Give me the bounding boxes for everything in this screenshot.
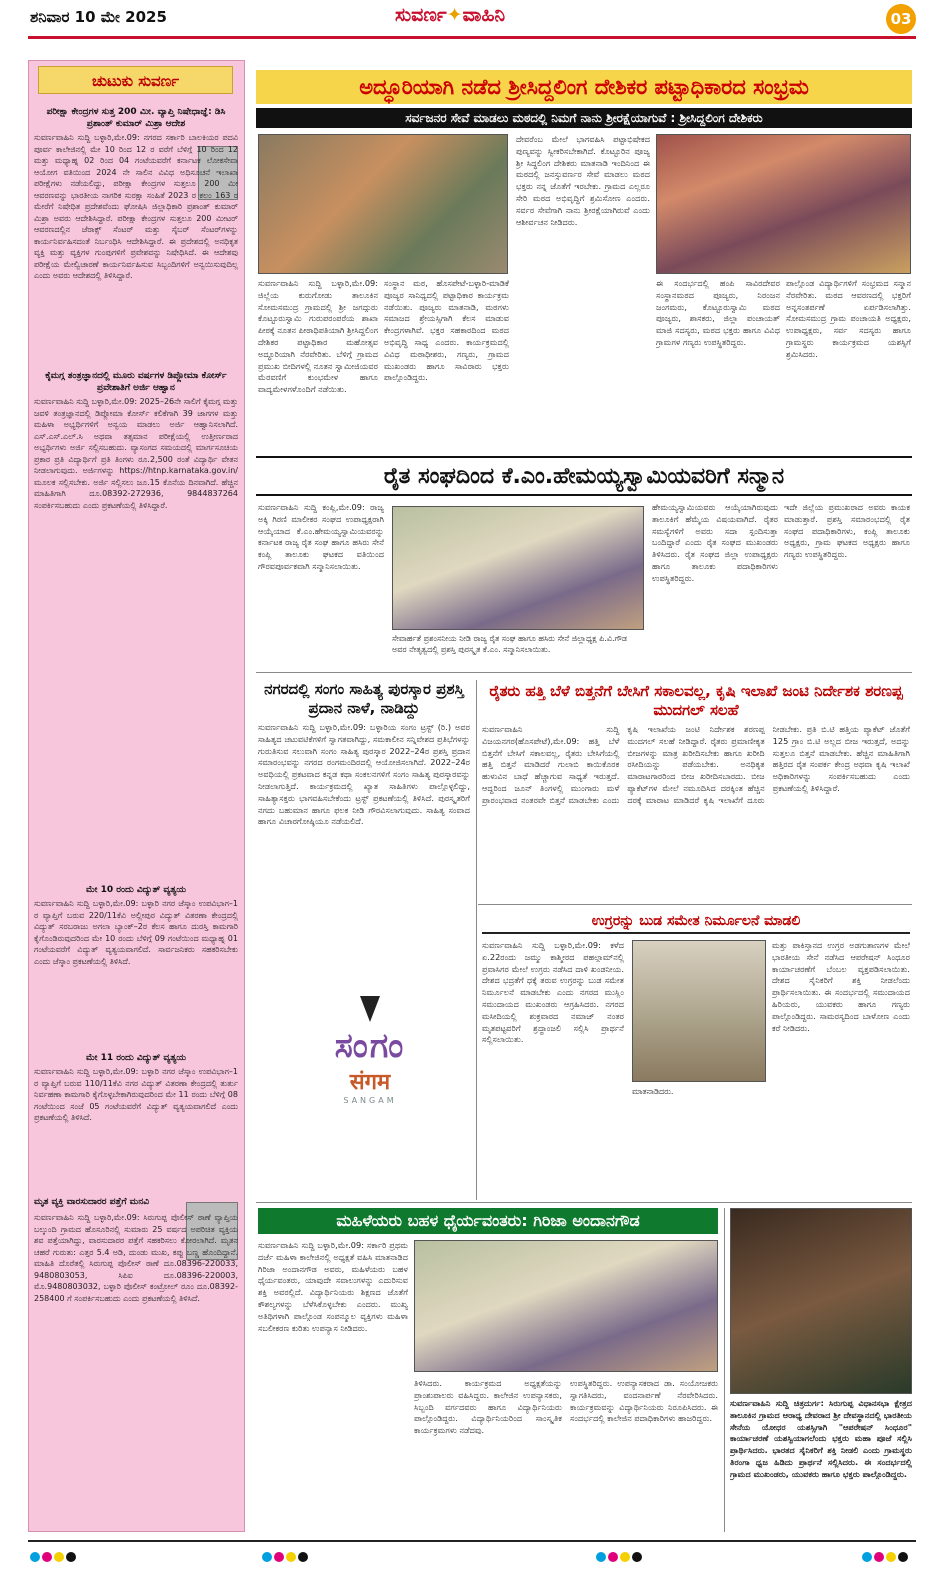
women-col-2: ತಿಳಿಸಿದರು. ಕಾರ್ಯಕ್ರಮದ ಅಧ್ಯಕ್ಷತೆಯನ್ನು ಪ್ರಾಂಶುಪಾಲರು ವಹಿಸಿದ್ದರು. ಕಾಲೇಜಿನ ಉಪನ್ಯಾಸಕರು, ಸಿಬ್ಬಂದಿ ವರ್ಗದವರು ಹಾಗೂ ವಿದ್ಯಾರ್ಥಿನಿಯರು ಪಾಲ್ಗೊಂಡಿದ್ದರು. ವಿದ್ಯಾರ್ಥಿನಿಯರಿಂದ ಸಾಂಸ್ಕೃತಿಕ ಕಾರ್ಯಕ್ರಮಗಳು ನಡೆದವು. <box>414 1378 562 1436</box>
sangam-headline: ನಗರದಲ್ಲಿ ಸಂಗಂ ಸಾಹಿತ್ಯ ಪುರಸ್ಕಾರ ಪ್ರಶಸ್ತಿ ಪ್ರದಾನ ನಾಳೆ, ನಾಡಿದ್ದು <box>264 680 464 717</box>
top-story-col-3: ದೇವರೆಂಬ ಮೇಲೆ ಭಾಗವಹಿಸಿ ಪಟ್ಟಾಭಿಷೇಕದ ಪುಣ್ಯವನ್ನು ಸ್ವೀಕರಿಸಬೇಕಾಗಿದೆ. ಕೊಟ್ಟೂರಿನ ಪೂಜ್ಯ ಶ್ರೀ ಸಿದ್ಧಲಿಂಗ ದೇಶಿಕರು ಮಾತನಾಡಿ ಇಂದಿನಿಂದ ಈ ಮಠದಲ್ಲಿ ಜನಸ್ಸುವರ್ಣರ ಸೇವೆ ಮಾಡಲು ಮಠದ ಭಕ್ತರು ನನ್ನ ಜೊತೆಗೆ ಇರಬೇಕು. ಗ್ರಾಮದ ಎಲ್ಲರೂ ಸೇರಿ ಮಠದ ಅಭಿವೃದ್ಧಿಗೆ ಶ್ರಮಿಸೋಣ ಎಂದರು. ಸರ್ವರ ಸೇವೆಗಾಗಿ ನಾನು ಶ್ರೀರಕ್ಷೆಯಾಗಿರುವೆ ಎಂದು ಆಶೀರ್ವಚನ ನೀಡಿದರು. <box>516 134 650 227</box>
logo-star-icon: ✦ <box>446 4 463 26</box>
brief-3-headline: ಮೇ 10 ರಂದು ವಿದ್ಯುತ್ ವ್ಯತ್ಯಯ <box>85 885 187 895</box>
sangam-body: ಸುವರ್ಣವಾಹಿನಿ ಸುದ್ದಿ ಬಳ್ಳಾರಿ,ಮೇ.09: ಬಳ್ಳಾರಿಯ ಸಂಗಂ ಟ್ರಸ್ಟ್ (ರಿ.) ಅವರ ಸಾಹಿತ್ಯದ ಚಟುವಟಿಕೆಗಳಿಗೆ ಸ್ವಾಗತವಾಗಿದ್ದು, ಸಮಕಾಲೀನ ಸನ್ನಿವೇಶದ ಪ್ರತಿಭೆಗಳನ್ನು ಗುರುತಿಸುವ ಸಲುವಾಗಿ ಸಂಗಂ ಸಾಹಿತ್ಯ ಪುರಸ್ಕಾರ 2022–24ರ ಪ್ರಶಸ್ತಿ ಪ್ರದಾನ ಸಮಾರಂಭವನ್ನು ನಗರದ ರಂಗಮಂದಿರದಲ್ಲಿ ಆಯೋಜಿಸಲಾಗಿದೆ. 2022–24ರ ಅವಧಿಯಲ್ಲಿ ಪ್ರಕಟವಾದ ಕನ್ನಡ ಕಥಾ ಸಂಕಲನಗಳಿಗೆ ಸಂಗಂ ಸಾಹಿತ್ಯ ಪುರಸ್ಕಾರವನ್ನು ನೀಡಲಾಗುತ್ತಿದೆ. ಕಾರ್ಯಕ್ರಮದಲ್ಲಿ ಖ್ಯಾತ ಸಾಹಿತಿಗಳು ಪಾಲ್ಗೊಳ್ಳಲಿದ್ದು, ಸಾಹಿತ್ಯಾಸಕ್ತರು ಭಾಗವಹಿಸಬೇಕೆಂದು ಟ್ರಸ್ಟ್ ಪ್ರಕಟಣೆಯಲ್ಲಿ ತಿಳಿಸಿದೆ. ಪುರಸ್ಕೃತರಿಗೆ ನಗದು ಬಹುಮಾನ ಹಾಗೂ ಫಲಕ ನೀಡಿ ಗೌರವಿಸಲಾಗುವುದು. ಸಾಹಿತ್ಯ ಸಂವಾದ ಹಾಗೂ ವಿಚಾರಗೋಷ್ಠಿಯೂ ನಡೆಯಲಿದೆ. <box>258 722 470 827</box>
felicitation-col-3: ಇದೇ ಜಿಲ್ಲೆಯ ಪ್ರಮುಖರಾದ ಅವರು ಕಾಯಕ ಮಾಡುತ್ತಾರೆ. ಪ್ರಶಸ್ತಿ ಸಮಾರಂಭದಲ್ಲಿ ರೈತ ಸಂಘದ ಪದಾಧಿಕಾರಿಗಳು, ಕಂಪ್ಲಿ ತಾಲೂಕು ಅಧ್ಯಕ್ಷರು, ಗ್ರಾಮ ಘಟಕದ ಅಧ್ಯಕ್ಷರು ಹಾಗೂ ಗಣ್ಯರು ಉಪಸ್ಥಿತರಿದ್ದರು. <box>784 502 910 560</box>
brief-4-body: ಸುವರ್ಣವಾಹಿನಿ ಸುದ್ದಿ ಬಳ್ಳಾರಿ,ಮೇ.09: ಬಳ್ಳಾರಿ ನಗರ ಜೆಸ್ಕಾಂ ಉಪವಿಭಾಗ–1 ರ ವ್ಯಾಪ್ತಿಗೆ ಬರುವ 110/11ಕೆವಿ ನಗರ ವಿದ್ಯುತ್ ವಿತರಣಾ ಕೇಂದ್ರದಲ್ಲಿ ತುರ್ತು ನಿರ್ವಹಣಾ ಕಾಮಗಾರಿ ಕೈಗೊಳ್ಳಬೇಕಾಗಿರುವುದರಿಂದ ಮೇ 11 ರಂದು ಬೆಳಿಗ್ಗೆ 08 ಗಂಟೆಯಿಂದ ಸಂಜೆ 05 ಗಂಟೆಯವರೆಗೆ ವಿದ್ಯುತ್ ವ್ಯತ್ಯಯವಾಗಲಿದೆ ಎಂದು ಪ್ರಕಟಣೆಯಲ್ಲಿ ತಿಳಿಸಿದೆ. <box>34 1067 238 1122</box>
sangam-logo <box>290 996 450 1120</box>
footer-rule <box>28 1540 916 1542</box>
women-headline: ಮಹಿಳೆಯರು ಬಹಳ ಧೈರ್ಯವಂತರು: ಗಿರಿಜಾ ಅಂದಾನಗೌಡ <box>258 1208 718 1234</box>
terror-headline: ಉಗ್ರರನ್ನು ಬುಡ ಸಮೇತ ನಿರ್ಮೂಲನೆ ಮಾಡಲಿ <box>482 910 910 934</box>
brief-2-body: ಸುವರ್ಣವಾಹಿನಿ ಸುದ್ದಿ ಬಳ್ಳಾರಿ,ಮೇ.09: 2025–26ನೇ ಸಾಲಿಗೆ ಕೈಮಗ್ಗ ಮತ್ತು ಜವಳಿ ತಂತ್ರಜ್ಞಾನದಲ್ಲಿ ಡಿಪ್ಲೋಮಾ ಕೋರ್ಸ್ ಕಲಿಕೆಗಾಗಿ 39 ಜಾಗಗಳ ಮತ್ತು ಮಹಿಳಾ ಅಭ್ಯರ್ಥಿಗಳಿಗೆ ಅನ್ವಯ ಮಾಡಲು ಅರ್ಜಿ ಆಹ್ವಾನಿಸಲಾಗಿದೆ. ಎಸ್.ಎಸ್.ಎಲ್.ಸಿ ಅಥವಾ ತತ್ಸಮಾನ ಪರೀಕ್ಷೆಯಲ್ಲಿ ಉತ್ತೀರ್ಣರಾದ ಅಭ್ಯರ್ಥಿಗಳು ಅರ್ಜಿ ಸಲ್ಲಿಸಬಹುದು. ವ್ಯಾಸಂಗದ ಸಮಯದಲ್ಲಿ ಮಾರ್ಗಸೂಚಿಯ ಪ್ರಕಾರ ಪ್ರತಿ ವಿದ್ಯಾರ್ಥಿಗೆ ಪ್ರತಿ ತಿಂಗಳು ರೂ.2,500 ರಂತೆ ವಿದ್ಯಾರ್ಥಿ ವೇತನ ನೀಡಲಾಗುವುದು. ಅರ್ಜಿಗಳನ್ನು https://htnp.karnataka.gov.in/ ಮೂಲಕ ಸಲ್ಲಿಸಬೇಕು. ಅರ್ಜಿ ಸಲ್ಲಿಸಲು ಜೂ.15 ಕೊನೆಯ ದಿನವಾಗಿದೆ. ಹೆಚ್ಚಿನ ಮಾಹಿತಿಗಾಗಿ ದೂ.08392-272936, 9844837264 ಸಂಪರ್ಕಿಸಬಹುದು ಎಂದು ಪ್ರಕಟಣೆಯಲ್ಲಿ ತಿಳಿಸಿದ್ದಾರೆ. <box>34 397 238 510</box>
sidebar-title: ಚುಟುಕು ಸುವರ್ಣ <box>38 66 233 94</box>
page-number-badge: 03 <box>886 4 916 34</box>
divider <box>478 904 912 905</box>
top-story-col-4: ಈ ಸಂದರ್ಭದಲ್ಲಿ ಹಂಪಿ ಸಾವಿರದೇವರ ಸಂಸ್ಥಾನಮಠದ ಪೂಜ್ಯರು, ನಿರಂಜನ ಜಂಗಮರು, ಕೊಟ್ಟೂರುಸ್ವಾಮಿ ಮಠದ ಪೂಜ್ಯರು, ಶಾಸಕರು, ಜಿಲ್ಲಾ ಪಂಚಾಯತ್ ಮಾಜಿ ಸದಸ್ಯರು, ಮಠದ ಭಕ್ತರು ಹಾಗೂ ವಿವಿಧ ಗ್ರಾಮಗಳ ಗಣ್ಯರು ಉಪಸ್ಥಿತರಿದ್ದರು. <box>656 278 780 347</box>
brief-4-headline: ಮೇ 11 ರಂದು ವಿದ್ಯುತ್ ವ್ಯತ್ಯಯ <box>85 1053 187 1063</box>
top-story-col-1: ಸುವರ್ಣವಾಹಿನಿ ಸುದ್ದಿ ಬಳ್ಳಾರಿ,ಮೇ.09: ಜಿಲ್ಲೆಯ ಕುರುಗೋಡು ತಾಲೂಕಿನ ಸೋಮಸಮುದ್ರ ಗ್ರಾಮದಲ್ಲಿ ಶ್ರೀ ಜಗದ್ಗುರು ಕೊಟ್ಟೂರುಸ್ವಾಮಿ ಗುರುಪರಂಪರೆಯ ಶಾಖಾ ಪೀಠಕ್ಕೆ ನೂತನ ಪೀಠಾಧಿಪತಿಯಾಗಿ ಶ್ರೀಸಿದ್ದಲಿಂಗ ದೇಶಿಕರ ಪಟ್ಟಾಧಿಕಾರ ಮಹೋತ್ಸವ ಅದ್ಧೂರಿಯಾಗಿ ನೆರವೇರಿತು. ಬೆಳಿಗ್ಗೆ ಗ್ರಾಮದ ಪ್ರಮುಖ ಬೀದಿಗಳಲ್ಲಿ ನೂತನ ಸ್ವಾಮೀಜಿಯವರ ಮೆರವಣಿಗೆ ಕುಂಭಮೇಳ ಹಾಗೂ ವಾದ್ಯಮೇಳಗಳೊಂದಿಗೆ ನಡೆಯಿತು. <box>258 278 378 395</box>
brief-5-headline: ಮೃತ ವ್ಯಕ್ತಿ ವಾರಸುದಾರರ ಪತ್ತೆಗೆ ಮನವಿ <box>34 1197 150 1207</box>
prayer-gathering-photo <box>632 940 766 1082</box>
felicitation-caption: ಸೇವಾರ್ಹತೆ ಪ್ರಶಂಸನೀಯ ನೀಡಿ ರಾಜ್ಯ ರೈತ ಸಂಘ ಹಾಗೂ ಹಸಿರು ಸೇನೆ ಜಿಲ್ಲಾಧ್ಯಕ್ಷ ಪಿ.ವಿ.ಗೌಡ ಅವರ ನೇತೃತ್ವದಲ್ಲಿ ಪ್ರಶಸ್ತಿ ಪುರಸ್ಕೃತ ಕೆ.ಎಂ. ಸನ್ಮಾನಿಸಲಾಯಿತು. <box>392 634 627 654</box>
procession-photo <box>258 134 508 274</box>
sangam-logo-hindi: संगम <box>349 1070 391 1095</box>
top-story-col-5: ಪಾಲ್ಗೊಂಡ ವಿದ್ಯಾರ್ಥಿಗಳಿಗೆ ಸಂಭ್ರಮದ ಸನ್ಮಾನ ನೆರವೇರಿತು. ಮಠದ ಆವರಣದಲ್ಲಿ ಭಕ್ತರಿಗೆ ಅನ್ನಸಂತರ್ಪಣೆ ಏರ್ಪಡಿಸಲಾಗಿತ್ತು. ಸೋಮಸಮುದ್ರ ಗ್ರಾಮ ಪಂಚಾಯತಿ ಅಧ್ಯಕ್ಷರು, ಉಪಾಧ್ಯಕ್ಷರು, ಸರ್ವ ಸದಸ್ಯರು ಹಾಗೂ ಗ್ರಾಮಸ್ಥರು ಕಾರ್ಯಕ್ರಮದ ಯಶಸ್ಸಿಗೆ ಶ್ರಮಿಸಿದರು. <box>786 278 911 359</box>
logo-right-text: ವಾಹಿನಿ <box>462 4 506 26</box>
sangam-logo-english: SANGAM <box>343 1096 397 1105</box>
issue-date: ಶನಿವಾರ 10 ಮೇ 2025 <box>30 8 167 26</box>
divider <box>256 672 912 673</box>
registration-marks-center-right <box>596 1552 656 1564</box>
terror-caption: ಮಾತನಾಡಿದರು. <box>632 1087 674 1096</box>
top-story-col-2: ಸಂಸ್ಥಾನ ಮಠ, ಹೊಸಪೇಟೆ-ಬಳ್ಳಾರಿ-ಮಾಡಿಕೆ ಪೂಜ್ಯರ ಸಾನಿಧ್ಯದಲ್ಲಿ ಪಟ್ಟಾಧಿಕಾರ ಕಾರ್ಯಕ್ರಮ ನಡೆಯಿತು. ಪೂಜ್ಯರು ಮಾತನಾಡಿ, ಮಠಗಳು ಸಮಾಜದ ಶ್ರೇಯಸ್ಸಿಗಾಗಿ ಕೆಲಸ ಮಾಡುವ ಕೇಂದ್ರಗಳಾಗಿವೆ. ಭಕ್ತರ ಸಹಕಾರದಿಂದ ಮಠದ ಅಭಿವೃದ್ಧಿ ಸಾಧ್ಯ ಎಂದರು. ಕಾರ್ಯಕ್ರಮದಲ್ಲಿ ವಿವಿಧ ಮಠಾಧೀಶರು, ಗಣ್ಯರು, ಗ್ರಾಮದ ಮುಖಂಡರು ಹಾಗೂ ಸಾವಿರಾರು ಭಕ್ತರು ಪಾಲ್ಗೊಂಡಿದ್ದರು. <box>384 278 509 383</box>
sangam-logo-kannada: ಸಂಗಂ <box>334 1026 406 1066</box>
cotton-body: ಸುವರ್ಣವಾಹಿನಿ ಸುದ್ದಿ ವಿಜಯನಗರ(ಹೊಸಪೇಟೆ),ಮೇ.09: ಹತ್ತಿ ಬೆಳೆ ಬಿತ್ತನೆಗೆ ಬೇಸಿಗೆ ಸಕಾಲವಲ್ಲ, ರೈತರು ಬೇಸಿಗೆಯಲ್ಲಿ ಹತ್ತಿ ಬಿತ್ತನೆ ಮಾಡಿದರೆ ಗುಲಾಬಿ ಕಾಯಿಕೊರಕ ಹುಳುವಿನ ಬಾಧೆ ಹೆಚ್ಚಾಗುವ ಸಾಧ್ಯತೆ ಇರುತ್ತದೆ. ಆದ್ದರಿಂದ ಜೂನ್ ತಿಂಗಳಲ್ಲಿ ಮುಂಗಾರು ಮಳೆ ಪ್ರಾರಂಭವಾದ ನಂತರವೇ ಬಿತ್ತನೆ ಮಾಡಬೇಕು ಎಂದು ಕೃಷಿ ಇಲಾಖೆಯ ಜಂಟಿ ನಿರ್ದೇಶಕ ಶರಣಪ್ಪ ಮುದಗಲ್ ಸಲಹೆ ನೀಡಿದ್ದಾರೆ. ರೈತರು ಪ್ರಮಾಣೀಕೃತ ಬೀಜಗಳನ್ನು ಮಾತ್ರ ಖರೀದಿಸಬೇಕು ಹಾಗೂ ಖರೀದಿ ರಸೀದಿಯನ್ನು ಪಡೆಯಬೇಕು. ಅನಧಿಕೃತ ಮಾರಾಟಗಾರರಿಂದ ಬೀಜ ಖರೀದಿಸಬಾರದು. ಬೀಜ ಪ್ಯಾಕೆಟ್‌ಗಳ ಮೇಲೆ ನಮೂದಿಸಿದ ದರಕ್ಕಿಂತ ಹೆಚ್ಚಿನ ದರಕ್ಕೆ ಮಾರಾಟ ಮಾಡಿದರೆ ಕೃಷಿ ಇಲಾಖೆಗೆ ದೂರು ನೀಡಬೇಕು. ಪ್ರತಿ ಬಿ.ಟಿ ಹತ್ತಿಯ ಪ್ಯಾಕೆಟ್ ಜೊತೆಗೆ 125 ಗ್ರಾಂ ಬಿ.ಟಿ ಅಲ್ಲದ ಬೀಜ ಇರುತ್ತದೆ, ಅದನ್ನು ಸುತ್ತಲೂ ಬಿತ್ತನೆ ಮಾಡಬೇಕು. ಹೆಚ್ಚಿನ ಮಾಹಿತಿಗಾಗಿ ಹತ್ತಿರದ ರೈತ ಸಂಪರ್ಕ ಕೇಂದ್ರ ಅಥವಾ ಕೃಷಿ ಇಲಾಖೆ ಅಧಿಕಾರಿಗಳನ್ನು ಸಂಪರ್ಕಿಸಬಹುದು ಎಂದು ಪ್ರಕಟಣೆಯಲ್ಲಿ ತಿಳಿಸಿದ್ದಾರೆ. <box>482 724 910 805</box>
brief-5-body: ಸುವರ್ಣವಾಹಿನಿ ಸುದ್ದಿ ಬಳ್ಳಾರಿ,ಮೇ.09: ಸಿರುಗುಪ್ಪ ಪೊಲೀಸ್ ಠಾಣೆ ವ್ಯಾಪ್ತಿಯ ಬಲ್ಕುಂದಿ ಗ್ರಾಮದ ಹೊಸೂರಿನಲ್ಲಿ ಸುಮಾರು 25 ವರ್ಷದ ಅಪರಿಚಿತ ವ್ಯಕ್ತಿಯ ಶವ ಪತ್ತೆಯಾಗಿದ್ದು, ವಾರಸುದಾರರ ಪತ್ತೆಗೆ ಸಹಕರಿಸಲು ಕೋರಲಾಗಿದೆ. ಮೃತನ ಚಹರೆ ಗುರುತು: ಎತ್ತರ 5.4 ಅಡಿ, ದುಂಡು ಮುಖ, ಕಪ್ಪು ಬಣ್ಣ ಹೊಂದಿದ್ದಾನೆ. ಮಾಹಿತಿ ದೊರೆತಲ್ಲಿ ಸಿರುಗುಪ್ಪ ಪೊಲೀಸ್ ಠಾಣೆ ದೂ.08396-220033, 9480803053, ಸಿಪಿಐ ದೂ.08396-220003, ಮೊ.9480803032, ಬಳ್ಳಾರಿ ಪೊಲೀಸ್ ಕಂಟ್ರೋಲ್ ರೂಂ ದೂ.08392-258400 ಗೆ ಸಂಪರ್ಕಿಸಬಹುದು ಎಂದು ಪ್ರಕಟಣೆಯಲ್ಲಿ ತಿಳಿಸಿದೆ. <box>34 1213 238 1303</box>
sindhura-body: ಸುವರ್ಣವಾಹಿನಿ ಸುದ್ದಿ ಚಿತ್ರದುರ್ಗ: ಸಿರುಗುಪ್ಪ ವಿಧಾನಸಭಾ ಕ್ಷೇತ್ರದ ತಾಲೂಕಿನ ಗ್ರಾಮದ ಆರಾಧ್ಯ ದೇವರಾದ ಶ್ರೀ ದೇವಸ್ಥಾನದಲ್ಲಿ ಭಾರತೀಯ ಸೇನೆಯ ಯೋಧರ ಯಶಸ್ಸಿಗಾಗಿ "ಆಪರೇಷನ್ ಸಿಂಧೂರ" ಕಾರ್ಯಾಚರಣೆ ಯಶಸ್ವಿಯಾಗಲೆಂದು ಭಕ್ತರು ಮಹಾ ಪೂಜೆ ಸಲ್ಲಿಸಿ ಪ್ರಾರ್ಥಿಸಿದರು. ಭಾರತದ ಸೈನಿಕರಿಗೆ ಶಕ್ತಿ ನೀಡಲಿ ಎಂದು ಗ್ರಾಮಸ್ಥರು ತಿರಂಗಾ ಧ್ವಜ ಹಿಡಿದು ಪ್ರಾರ್ಥನೆ ಸಲ್ಲಿಸಿದರು. ಈ ಸಂದರ್ಭದಲ್ಲಿ ಗ್ರಾಮದ ಮುಖಂಡರು, ಯುವಕರು ಹಾಗೂ ಭಕ್ತರು ಪಾಲ್ಗೊಂಡಿದ್ದರು. <box>730 1398 912 1479</box>
cotton-headline: ರೈತರು ಹತ್ತಿ ಬೆಳೆ ಬಿತ್ತನೆಗೆ ಬೇಸಿಗೆ ಸಕಾಲವಲ್ಲ, ಕೃಷಿ ಇಲಾಖೆ ಜಂಟಿ ನಿರ್ದೇಶಕ ಶರಣಪ್ಪ ಮುದಗಲ್ ಸಲಹೆ <box>489 682 903 719</box>
brief-3-body: ಸುವರ್ಣವಾಹಿನಿ ಸುದ್ದಿ ಬಳ್ಳಾರಿ,ಮೇ.09: ಬಳ್ಳಾರಿ ನಗರ ಜೆಸ್ಕಾಂ ಉಪವಿಭಾಗ–1 ರ ವ್ಯಾಪ್ತಿಗೆ ಬರುವ 220/11ಕೆವಿ ಅಲ್ಲೀಪುರ ವಿದ್ಯುತ್ ವಿತರಣಾ ಕೇಂದ್ರದಲ್ಲಿ ವಿದ್ಯುತ್ ಸರಬರಾಜು ಅಗಲಾ ಬ್ಯಾಂಕ್–2ರ ಕೆಲಸ ಹಾಗೂ ದುರಸ್ತಿ ಕಾಮಗಾರಿ ಕೈಗೊಂಡಿರುವುದರಿಂದ ಮೇ 10 ರಂದು ಬೆಳಿಗ್ಗೆ 09 ಗಂಟೆಯಿಂದ ಮಧ್ಯಾಹ್ನ 01 ಗಂಟೆಯವರೆಗೆ ವಿದ್ಯುತ್ ವ್ಯತ್ಯಯವಾಗಲಿದೆ. ಸಾರ್ವಜನಿಕರು ಸಹಕರಿಸಬೇಕು ಎಂದು ಜೆಸ್ಕಾಂ ಪ್ರಕಟಣೆಯಲ್ಲಿ ತಿಳಿಸಿದೆ. <box>34 899 238 966</box>
brief-1-body: ಸುವರ್ಣವಾಹಿನಿ ಸುದ್ದಿ ಬಳ್ಳಾರಿ,ಮೇ.09: ನಗರದ ಸರ್ಕಾರಿ ಬಾಲಕಿಯರ ಪದವಿ ಪೂರ್ವ ಕಾಲೇಜಿನಲ್ಲಿ ಮೇ 10 ರಿಂದ 12 ರ ವರೆಗೆ ಬೆಳಿಗ್ಗೆ 10 ರಿಂದ 12 ಮತ್ತು ಮಧ್ಯಾಹ್ನ 02 ರಿಂದ 04 ಗಂಟೆಯವರೆಗೆ ಕರ್ನಾಟಕ ಲೋಕಸೇವಾ ಆಯೋಗ ವತಿಯಿಂದ 2024 ನೇ ಸಾಲಿನ ವಿವಿಧ ಅಧಿಸೂಚನೆ ಇಲಾಖಾ ಪರೀಕ್ಷೆಗಳು ನಡೆಯಲಿದ್ದು, ಪರೀಕ್ಷಾ ಕೇಂದ್ರಗಳ ಸುತ್ತಲೂ 200 ಮೀ ಆವರಣವನ್ನು ಭಾರತೀಯ ನಾಗರಿಕ ಸುರಕ್ಷಾ ಸಂಹಿತೆ 2023 ರ ಕಲಂ 163 ರ ಮೇರೆಗೆ ನಿಷೇಧಿತ ಪ್ರದೇಶವೆಂದು ಘೋಷಿಸಿ ಜಿಲ್ಲಾಧಿಕಾರಿ ಪ್ರಶಾಂತ್ ಕುಮಾರ್ ಮಿಶ್ರಾ ಅವರು ಆದೇಶಿಸಿದ್ದಾರೆ. ಪರೀಕ್ಷಾ ಕೇಂದ್ರಗಳ ಸುತ್ತಲೂ 200 ಮೀಟರ್ ಆವರಣದಲ್ಲಿನ ಜೆರಾಕ್ಸ್ ಸೆಂಟರ್ ಮತ್ತು ಸೈಬರ್ ಸೆಂಟರ್‌ಗಳನ್ನು ಕಾರ್ಯನಿರ್ವಹಿಸದಂತೆ ನಿರ್ಬಂಧಿಸಿ ಆದೇಶಿಸಿದ್ದಾರೆ. ಈ ಪ್ರದೇಶದಲ್ಲಿ ಅನಧಿಕೃತ ವ್ಯಕ್ತಿ ಮತ್ತು ವ್ಯಕ್ತಿಗಳ ಗುಂಪುಗಳಿಗೆ ಪ್ರವೇಶವನ್ನು ನಿಷೇಧಿಸಿದೆ. ಈ ಆದೇಶವು ಪರೀಕ್ಷೆಯ ಮೇಲ್ವಿಚಾರಣೆ ಕಾರ್ಯನಿರ್ವಹಿಸುವ ಸಿಬ್ಬಂದಿಗಳಿಗೆ ಅನ್ವಯಿಸುವುದಿಲ್ಲ ಎಂದು ಅವರು ಆದೇಶದಲ್ಲಿ ತಿಳಿಸಿದ್ದಾರೆ. <box>34 133 238 280</box>
felicitation-headline: ರೈತ ಸಂಘದಿಂದ ಕೆ.ಎಂ.ಹೇಮಯ್ಯಸ್ವಾಮಿಯವರಿಗೆ ಸನ್ಮಾನ <box>256 456 912 496</box>
crowd-photo <box>656 134 911 274</box>
women-col-1: ಸುವರ್ಣವಾಹಿನಿ ಸುದ್ದಿ ಬಳ್ಳಾರಿ,ಮೇ.09: ಸರ್ಕಾರಿ ಪ್ರಥಮ ದರ್ಜೆ ಮಹಿಳಾ ಕಾಲೇಜಿನಲ್ಲಿ ಅಧ್ಯಕ್ಷತೆ ವಹಿಸಿ ಮಾತನಾಡಿದ ಗಿರಿಜಾ ಅಂದಾನಗೌಡ ಅವರು, ಮಹಿಳೆಯರು ಬಹಳ ಧೈರ್ಯವಂತರು, ಯಾವುದೇ ಸವಾಲುಗಳನ್ನು ಎದುರಿಸುವ ಶಕ್ತಿ ಅವರಲ್ಲಿದೆ. ವಿದ್ಯಾರ್ಥಿನಿಯರು ಶಿಕ್ಷಣದ ಜೊತೆಗೆ ಕೌಶಲ್ಯಗಳನ್ನು ಬೆಳೆಸಿಕೊಳ್ಳಬೇಕು ಎಂದರು. ಮುಖ್ಯ ಅತಿಥಿಗಳಾಗಿ ಪಾಲ್ಗೊಂಡ ಸಂಪನ್ಮೂಲ ವ್ಯಕ್ತಿಗಳು ಮಹಿಳಾ ಸಬಲೀಕರಣ ಕುರಿತು ಉಪನ್ಯಾಸ ನೀಡಿದರು. <box>258 1240 408 1333</box>
terror-col-1: ಸುವರ್ಣವಾಹಿನಿ ಸುದ್ದಿ ಬಳ್ಳಾರಿ,ಮೇ.09: ಕಳೆದ ಏ.22ರಂದು ಜಮ್ಮು ಕಾಶ್ಮೀರದ ಪಹಲ್ಗಾಮ್‌ನಲ್ಲಿ ಪ್ರವಾಸಿಗರ ಮೇಲೆ ಉಗ್ರರು ನಡೆಸಿದ ದಾಳಿ ಖಂಡನೀಯ. ದೇಶದ ಭದ್ರತೆಗೆ ಧಕ್ಕೆ ತರುವ ಉಗ್ರರನ್ನು ಬುಡ ಸಮೇತ ನಿರ್ಮೂಲನೆ ಮಾಡಬೇಕು ಎಂದು ನಗರದ ಮುಸ್ಲಿಂ ಸಮುದಾಯದ ಮುಖಂಡರು ಆಗ್ರಹಿಸಿದರು. ನಗರದ ಮಸೀದಿಯಲ್ಲಿ ಶುಕ್ರವಾರದ ನಮಾಜ್ ನಂತರ ಮೃತಪಟ್ಟವರಿಗೆ ಶ್ರದ್ಧಾಂಜಲಿ ಸಲ್ಲಿಸಿ ಪ್ರಾರ್ಥನೆ ಸಲ್ಲಿಸಲಾಯಿತು. <box>482 940 624 1045</box>
masthead-rule <box>28 36 916 39</box>
women-college-photo <box>414 1240 718 1372</box>
terror-col-2: ಮತ್ತು ಪಾಕಿಸ್ತಾನದ ಉಗ್ರರ ಅಡಗುತಾಣಗಳ ಮೇಲೆ ಭಾರತೀಯ ಸೇನೆ ನಡೆಸಿದ ಆಪರೇಷನ್ ಸಿಂಧೂರ ಕಾರ್ಯಾಚರಣೆಗೆ ಬೆಂಬಲ ವ್ಯಕ್ತಪಡಿಸಲಾಯಿತು. ದೇಶದ ಸೈನಿಕರಿಗೆ ಶಕ್ತಿ ನೀಡಲೆಂದು ಪ್ರಾರ್ಥಿಸಲಾಯಿತು. ಈ ಸಂದರ್ಭದಲ್ಲಿ ಸಮುದಾಯದ ಹಿರಿಯರು, ಯುವಕರು ಹಾಗೂ ಗಣ್ಯರು ಪಾಲ್ಗೊಂಡಿದ್ದರು. ಸಾಮರಸ್ಯದಿಂದ ಬಾಳೋಣ ಎಂದು ಕರೆ ನೀಡಿದರು. <box>772 940 910 1033</box>
top-story-subheadline: ಸರ್ವಜನರ ಸೇವೆ ಮಾಡಲು ಮಠದಲ್ಲಿ ನಿಮಗೆ ನಾನು ಶ್ರೀರಕ್ಷೆಯಾಗುವೆ : ಶ್ರೀಸಿದ್ದಲಿಂಗ ದೇಶಿಕರು <box>256 108 912 128</box>
brief-2-headline: ಕೈಮಗ್ಗ ತಂತ್ರಜ್ಞಾನದಲ್ಲಿ ಮೂರು ವರ್ಷಗಳ ಡಿಪ್ಲೋಮಾ ಕೋರ್ಸ್ ಪ್ರವೇಶಾತಿಗೆ ಅರ್ಜಿ ಆಹ್ವಾನ <box>45 371 227 393</box>
registration-marks-right <box>862 1552 922 1564</box>
newspaper-logo <box>395 4 505 26</box>
felicitation-col-2: ಹೇಮಯ್ಯಸ್ವಾಮಿಯವರು ಆಯ್ಕೆಯಾಗಿರುವುದು ತಾಲೂಕಿಗೆ ಹೆಮ್ಮೆಯ ವಿಷಯವಾಗಿದೆ. ರೈತರ ಸಮಸ್ಯೆಗಳಿಗೆ ಅವರು ಸದಾ ಸ್ಪಂದಿಸುತ್ತಾ ಬಂದಿದ್ದಾರೆ ಎಂದು ರೈತ ಸಂಘದ ಮುಖಂಡರು ತಿಳಿಸಿದರು. ರೈತ ಸಂಘದ ಜಿಲ್ಲಾ ಉಪಾಧ್ಯಕ್ಷರು ಹಾಗೂ ತಾಲೂಕು ಪದಾಧಿಕಾರಿಗಳು ಉಪಸ್ಥಿತರಿದ್ದರು. <box>652 502 778 583</box>
women-col-3: ಉಪಸ್ಥಿತರಿದ್ದರು. ಉಪನ್ಯಾಸಕರಾದ ಡಾ. ಸಂಯೋಜಕರು ಸ್ವಾಗತಿಸಿದರು, ವಂದನಾರ್ಪಣೆ ನೆರವೇರಿಸಿದರು. ಕಾರ್ಯಕ್ರಮವನ್ನು ವಿದ್ಯಾರ್ಥಿನಿಯರು ನಿರೂಪಿಸಿದರು. ಈ ಸಂದರ್ಭದಲ್ಲಿ ಕಾಲೇಜಿನ ಪದಾಧಿಕಾರಿಗಳು ಹಾಜರಿದ್ದರು. <box>570 1378 718 1424</box>
felicitation-photo <box>392 506 644 630</box>
divider <box>256 1202 912 1203</box>
felicitation-col-1: ಸುವರ್ಣವಾಹಿನಿ ಸುದ್ದಿ ಕಂಪ್ಲಿ,ಮೇ.09: ರಾಜ್ಯ ಅಕ್ಕಿ ಗಿರಣಿ ಮಾಲೀಕರ ಸಂಘದ ಉಪಾಧ್ಯಕ್ಷರಾಗಿ ಆಯ್ಕೆಯಾದ ಕೆ.ಎಂ.ಹೇಮಯ್ಯಸ್ವಾಮಿಯವರನ್ನು ಕರ್ನಾಟಕ ರಾಜ್ಯ ರೈತ ಸಂಘ ಹಾಗೂ ಹಸಿರು ಸೇನೆ ಕಂಪ್ಲಿ ತಾಲೂಕು ಘಟಕದ ವತಿಯಿಂದ ಗೌರವಪೂರ್ವಕವಾಗಿ ಸನ್ಮಾನಿಸಲಾಯಿತು. <box>258 502 384 571</box>
registration-marks-center-left <box>262 1552 322 1564</box>
brief-1-headline: ಪರೀಕ್ಷಾ ಕೇಂದ್ರಗಳ ಸುತ್ತ 200 ಮೀ. ವ್ಯಾಪ್ತಿ ನಿಷೇಧಾಜ್ಞೆ: ಡಿಸಿ ಪ್ರಶಾಂತ್ ಕುಮಾರ್ ಮಿಶ್ರಾ ಆದೇಶ <box>46 107 226 129</box>
pen-nib-icon <box>360 996 380 1022</box>
divider <box>724 1208 725 1532</box>
divider <box>476 680 477 1200</box>
top-story-headline: ಅದ್ಧೂರಿಯಾಗಿ ನಡೆದ ಶ್ರೀಸಿದ್ದಲಿಂಗ ದೇಶಿಕರ ಪಟ್ಟಾಧಿಕಾರದ ಸಂಭ್ರಮ <box>256 70 912 104</box>
registration-marks-left <box>30 1552 90 1564</box>
temple-prayer-photo <box>730 1208 912 1394</box>
logo-left-text: ಸುವರ್ಣ <box>395 4 447 26</box>
